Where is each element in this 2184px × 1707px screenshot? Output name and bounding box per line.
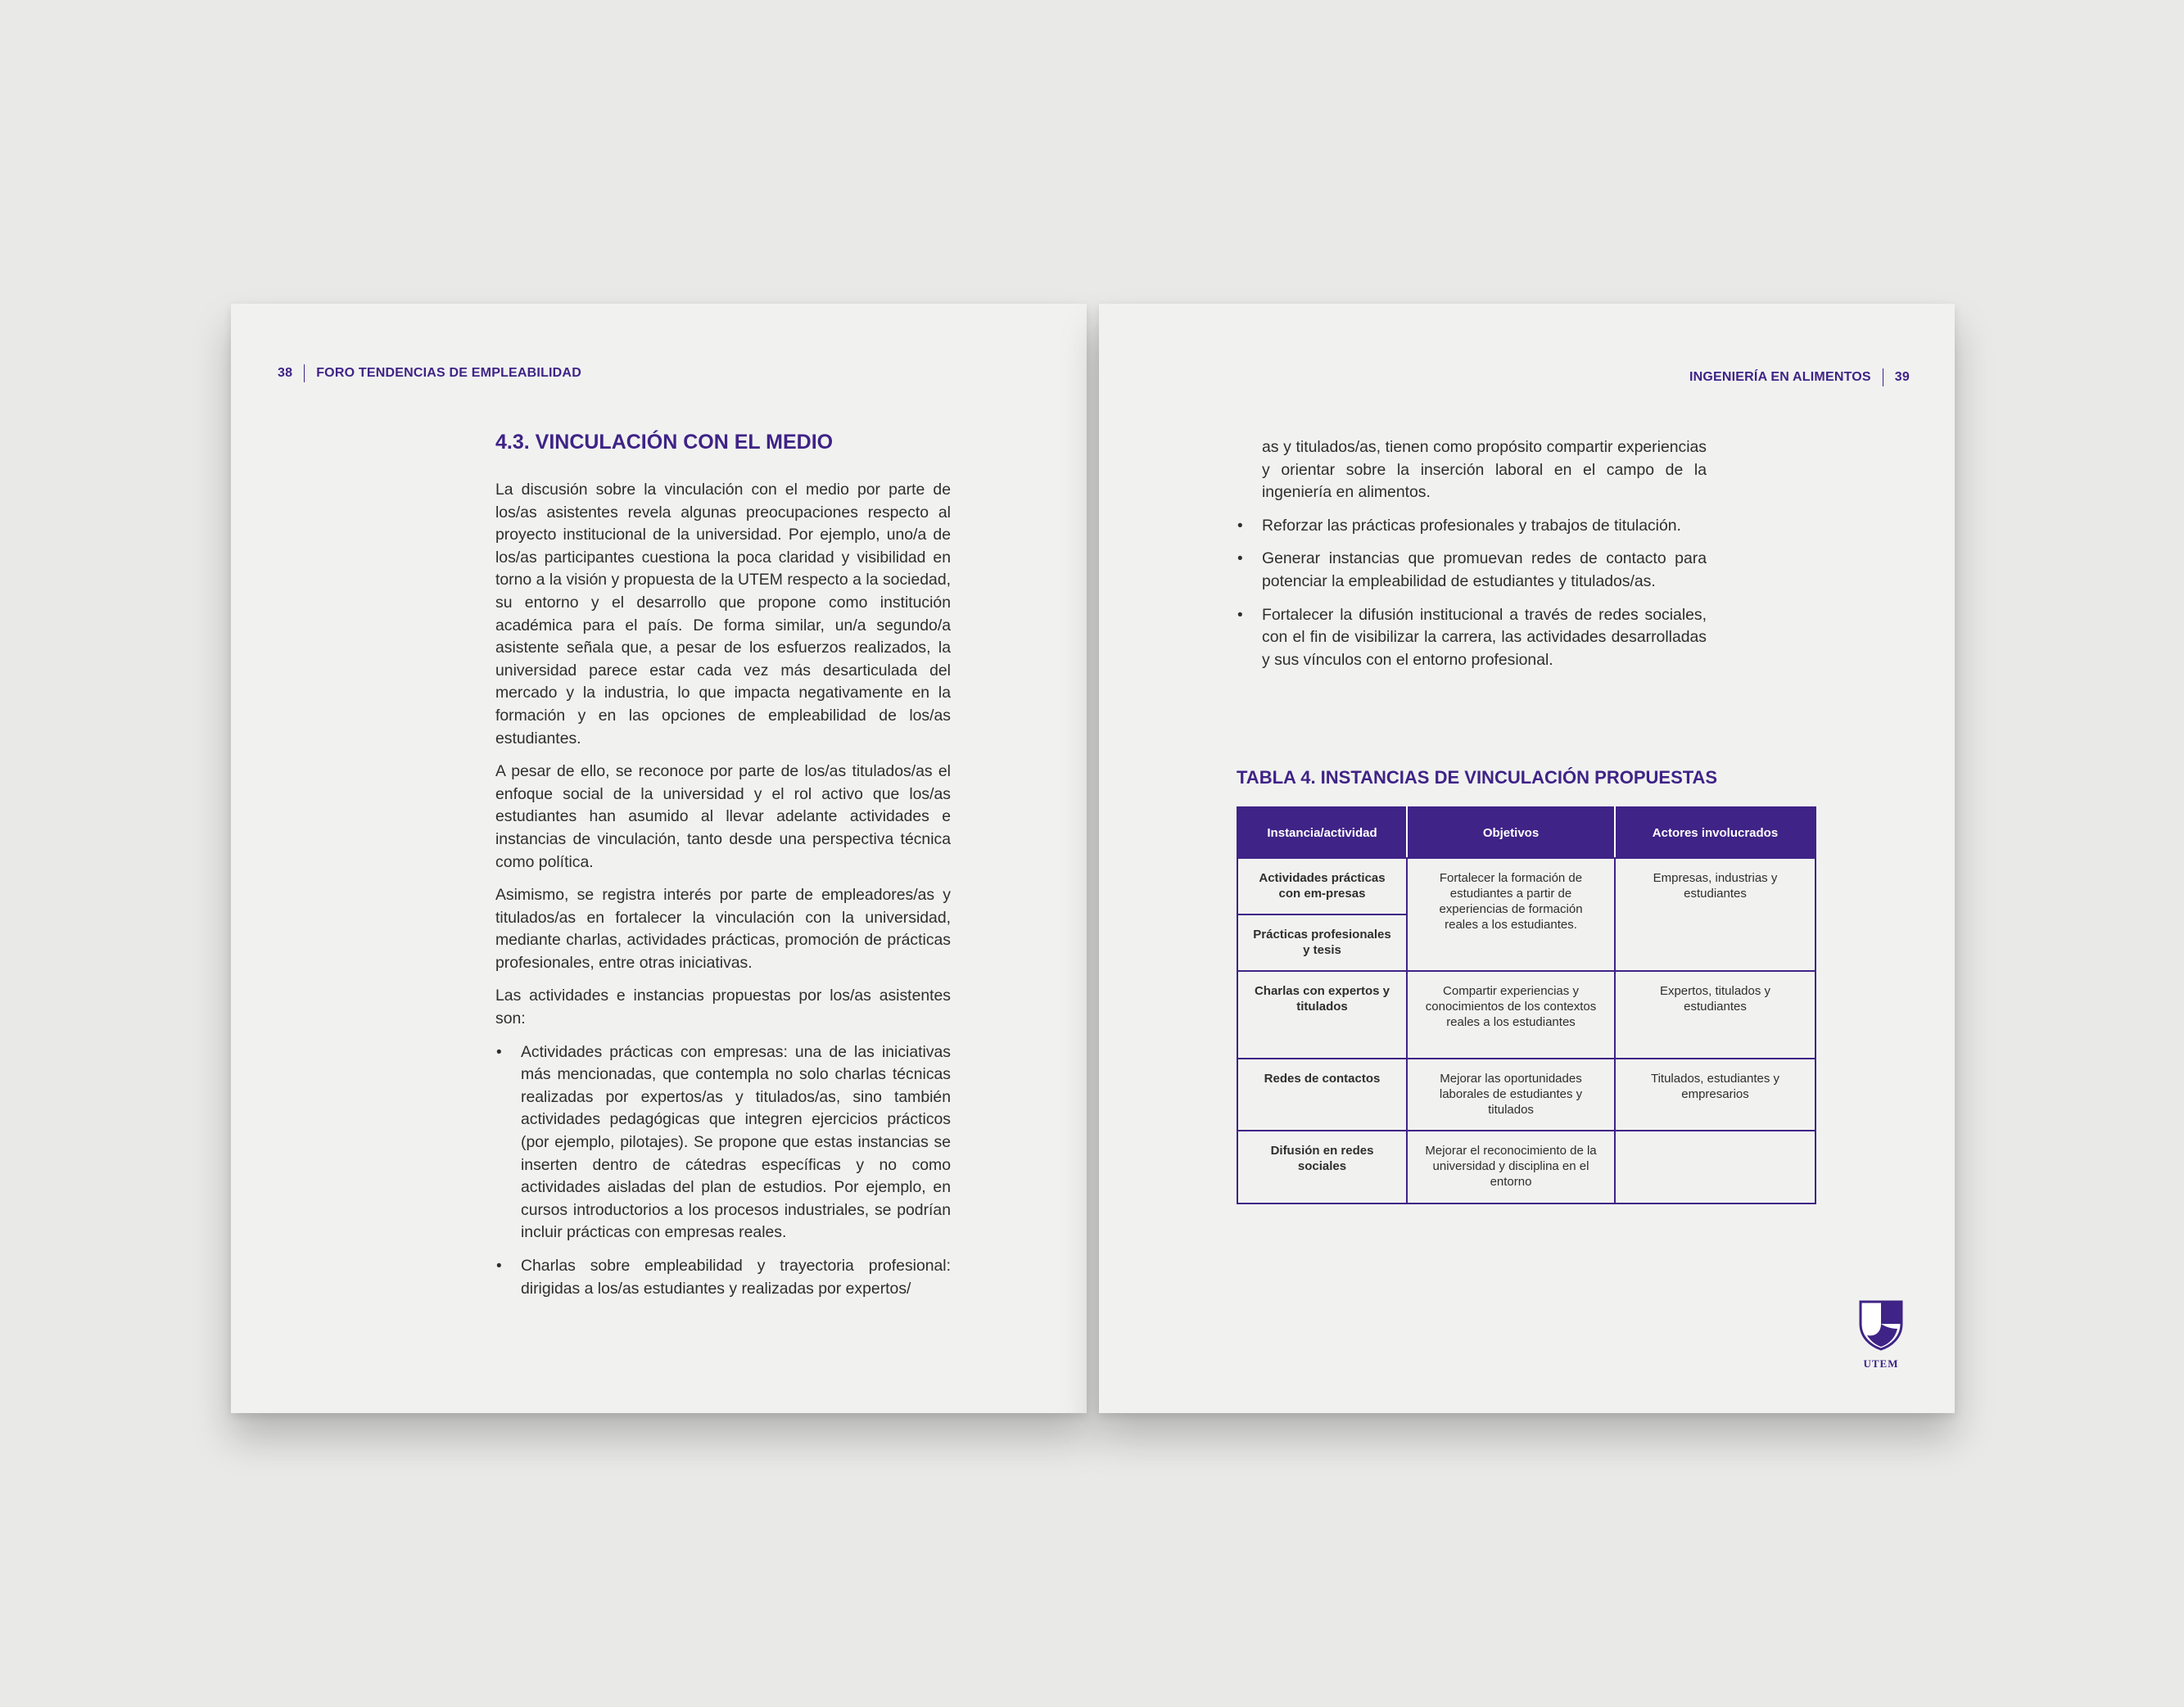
list-item: • Fortalecer la difusión institucional a través de redes sociales, con el fin de visibilizar la carrera, las actividades desarrolladas y sus vínculos con el entorno profesional.	[1237, 605, 1707, 669]
table-cell: Titulados, estudiantes y empresarios	[1615, 1059, 1815, 1131]
list-item: • Actividades prácticas con empresas: una de las iniciativas más mencionadas, que contempla no solo charlas técnicas realizadas por expertos/as y titulados/as, sino también actividades pedagógicas que integren ejercicios prácticos (por ejemplo, pilotajes). Se propone que estas instancias se inserten dentro de cátedras específicas y no como actividades aisladas del plan de estudios. Por ejemplo, en cursos introductorios a los procesos industriales, se podrían incluir prácticas con empresas reales.	[496, 1042, 951, 1242]
table-cell: Actividades prácticas con em-presas	[1237, 858, 1407, 914]
header-divider	[304, 364, 305, 382]
column-header: Objetivos	[1407, 807, 1615, 858]
list-item: • Reforzar las prácticas profesionales y trabajos de titulación.	[1237, 515, 1707, 538]
table-cell: Redes de contactos	[1237, 1059, 1407, 1131]
running-header	[1689, 368, 1910, 386]
running-title: INGENIERÍA EN ALIMENTOS	[1689, 370, 1871, 384]
page-number: 38	[278, 366, 293, 380]
right-body-column	[1237, 436, 1707, 682]
left-body-column	[495, 431, 951, 1311]
running-title: FORO TENDENCIAS DE EMPLEABILIDAD	[316, 366, 581, 380]
utem-logo	[1856, 1299, 1906, 1371]
table-cell: Expertos, titulados y estudiantes	[1615, 971, 1815, 1059]
bullet-list	[495, 1041, 951, 1301]
list-item: • Charlas sobre empleabilidad y trayectoria profesional: dirigidas a los/as estudiantes y realizadas por expertos/	[496, 1257, 951, 1298]
table-cell: Compartir experiencias y conocimientos de los contextos reales a los estudiantes	[1407, 971, 1615, 1059]
logo-text: UTEM	[1863, 1357, 1899, 1370]
table-cell: Prácticas profesionales y tesis	[1237, 914, 1407, 971]
table-cell	[1615, 1131, 1815, 1203]
continued-paragraph: as y titulados/as, tienen como propósito compartir experiencias y orientar sobre la inserción laboral en el campo de la ingeniería en alimentos.	[1262, 438, 1707, 502]
table-cell: Fortalecer la formación de estudiantes a partir de experiencias de formación reales a los estudiantes.	[1407, 858, 1615, 971]
right-page	[1099, 304, 1955, 1413]
table-row	[1237, 858, 1815, 914]
table-row	[1237, 1131, 1815, 1203]
column-header: Instancia/actividad	[1237, 807, 1407, 858]
table-cell: Mejorar las oportunidades laborales de estudiantes y titulados	[1407, 1059, 1615, 1131]
paragraph: A pesar de ello, se reconoce por parte de los/as titulados/as el enfoque social de la universidad y el rol activo que los/as estudiantes han asumido al llevar adelante actividades e instancias de vinculación, tanto desde una perspectiva técnica como política.	[495, 762, 951, 871]
utem-shield-icon	[1857, 1299, 1905, 1352]
column-header: Actores involucrados	[1615, 807, 1815, 858]
table-cell: Charlas con expertos y titulados	[1237, 971, 1407, 1059]
bullet-icon: •	[1237, 606, 1243, 624]
table-title: TABLA 4. INSTANCIAS DE VINCULACIÓN PROPUESTAS	[1237, 767, 1718, 788]
bullet-icon: •	[496, 1043, 502, 1061]
section-title: 4.3. VINCULACIÓN CON EL MEDIO	[495, 431, 834, 454]
table-row	[1237, 971, 1815, 1059]
bullet-icon: •	[496, 1258, 502, 1275]
list-item: • Generar instancias que promuevan redes de contacto para potenciar la empleabilidad de estudiantes y titulados/as.	[1237, 549, 1707, 590]
page-number: 39	[1894, 370, 1910, 384]
table-row	[1237, 1059, 1815, 1131]
bullet-icon: •	[1237, 550, 1243, 568]
table-cell: Difusión en redes sociales	[1237, 1131, 1407, 1203]
running-header	[278, 364, 581, 382]
left-page	[231, 304, 1087, 1413]
paragraph: Las actividades e instancias propuestas por los/as asistentes son:	[495, 987, 951, 1028]
table-cell: Mejorar el reconocimiento de la universidad y disciplina en el entorno	[1407, 1131, 1615, 1203]
bullet-icon: •	[1237, 517, 1243, 535]
table-cell: Empresas, industrias y estudiantes	[1615, 858, 1815, 971]
paragraph: Asimismo, se registra interés por parte de empleadores/as y titulados/as en fortalecer la vinculación con la universidad, mediante charlas, actividades prácticas, promoción de prácticas profesionales, entre otras iniciativas.	[495, 886, 951, 972]
vinculacion-table	[1237, 806, 1816, 1204]
bullet-list	[1237, 515, 1707, 672]
paragraph: La discusión sobre la vinculación con el medio por parte de los/as asistentes revela algunas preocupaciones respecto al proyecto institucional de la universidad. Por ejemplo, uno/a de los/as participantes cuestiona la poca claridad y visibilidad en torno a la visión y propuesta de la UTEM respecto a la sociedad, su entorno y el desarrollo que propone como institución académica para el país. De forma similar, un/a segundo/a asistente señala que, a pesar de los esfuerzos realizados, la universidad parece estar cada vez más desarticulada del mercado y la industria, lo que impacta negativamente en la formación y en las opciones de empleabilidad de los/as estudiantes.	[495, 481, 951, 747]
table-header-row	[1237, 807, 1815, 858]
